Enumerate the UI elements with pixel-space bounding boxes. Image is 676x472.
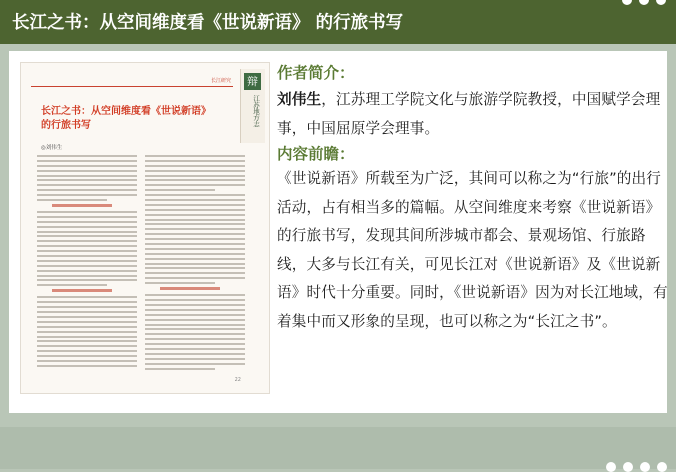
- footer-band: [0, 427, 676, 469]
- thumbnail-seal: 辩: [244, 73, 261, 90]
- dot-icon: [657, 462, 667, 472]
- dot-icon: [640, 462, 650, 472]
- dot-icon: [656, 0, 666, 5]
- dot-icon: [639, 0, 649, 5]
- author-label: 作者简介：: [277, 64, 355, 82]
- dot-icon: [606, 462, 616, 472]
- thumbnail-column-left: [37, 155, 137, 370]
- thumbnail-title: 长江之书：从空间维度看《世说新语》的行旅书写: [41, 106, 211, 131]
- article-info: [277, 62, 669, 336]
- page-title: 长江之书：从空间维度看《世说新语》 的行旅书写: [12, 13, 404, 33]
- article-page-thumbnail: [20, 62, 270, 394]
- author-intro: [277, 86, 669, 143]
- content-preview: 《世说新语》所载至为广泛，其间可以称之为“行旅”的出行活动，占有相当多的篇幅。从空间维度来考察《世说新语》的行旅书写，发现其间所涉城市都会、景观场馆、行旅路线，大多与长江有关，可见长江对《世说新语》及《世说新语》时代十分重要。同时，《世说新语》因为对长江地域，有着集中而又形象的呈现，也可以称之为“长江之书”。: [277, 170, 668, 330]
- header-bar: [0, 0, 676, 44]
- decorative-dots: [622, 0, 666, 5]
- thumbnail-column-right: [145, 155, 245, 372]
- thumbnail-sidebar: [240, 69, 265, 143]
- thumbnail-page-number: 22: [234, 377, 241, 383]
- author-name: 刘伟生: [277, 91, 322, 108]
- dot-icon: [623, 462, 633, 472]
- thumbnail-rule: [31, 86, 233, 87]
- thumbnail-author: ◎刘伟生: [41, 145, 63, 151]
- thumbnail-sidebar-text: 江苏地方志: [252, 95, 260, 128]
- author-bio: ，江苏理工学院文化与旅游学院教授，中国赋学会理事，中国屈原学会理事。: [277, 91, 661, 137]
- thumbnail-section-label: 长江研究: [210, 78, 231, 84]
- dot-icon: [622, 0, 632, 5]
- content-label: 内容前瞻：: [277, 145, 355, 163]
